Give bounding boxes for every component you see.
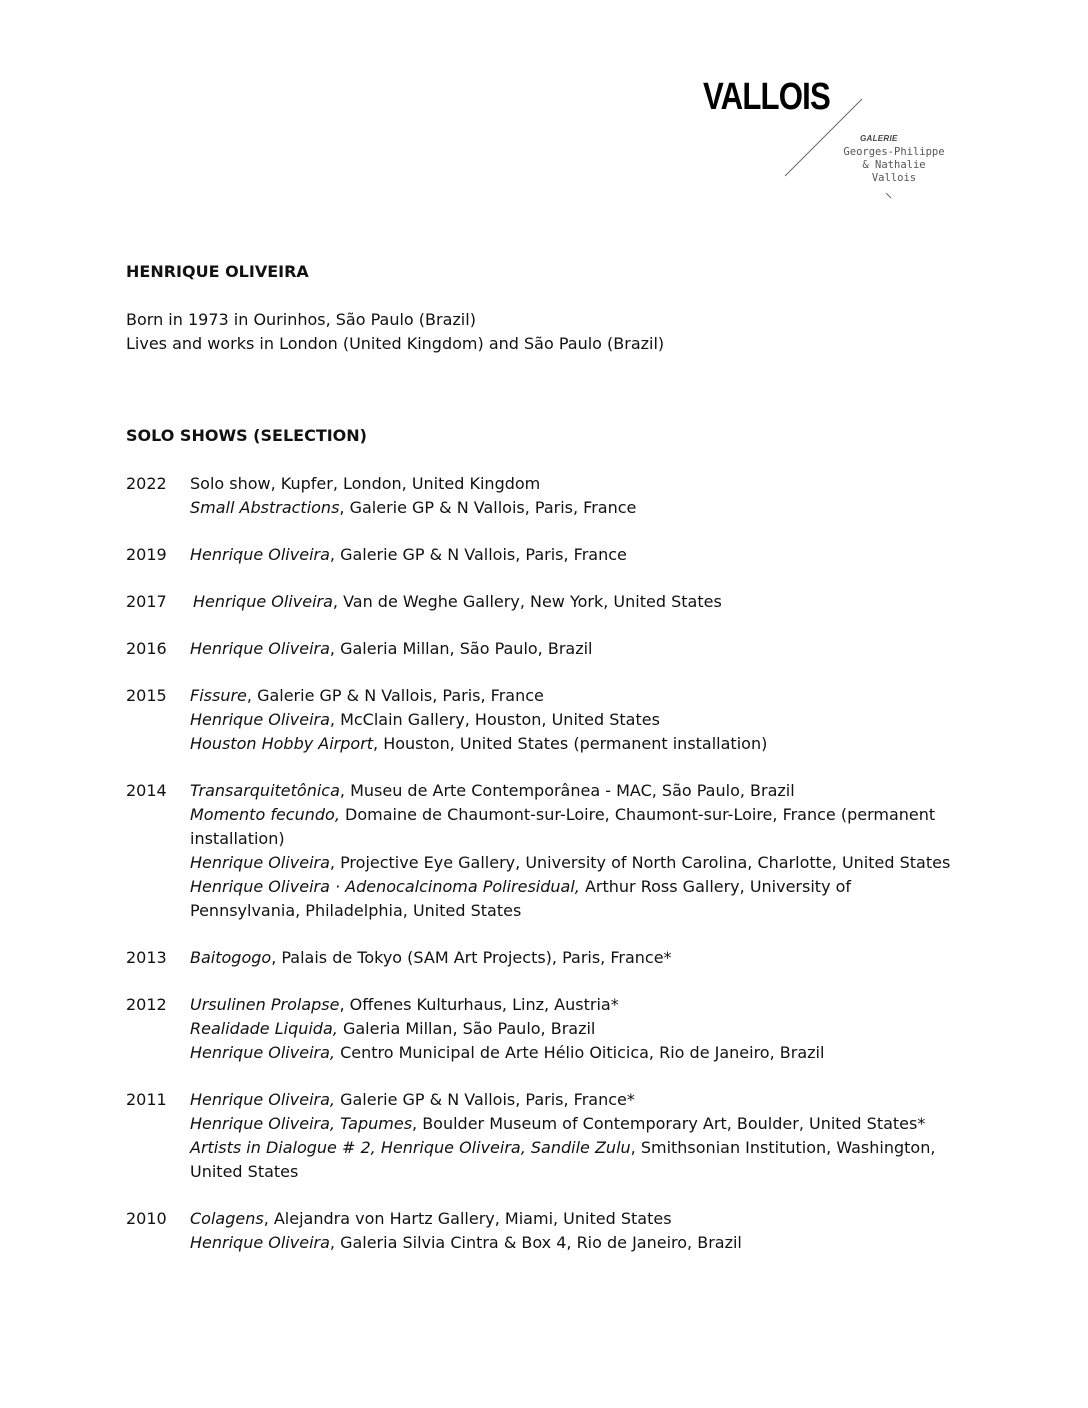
year-label: 2012 [126, 995, 167, 1014]
show-entry [190, 1041, 966, 1065]
year-group [126, 1207, 966, 1255]
year-group [126, 946, 966, 970]
year-group [126, 684, 966, 756]
year-group [126, 993, 966, 1065]
show-details: , Offenes Kulturhaus, Linz, Austria* [339, 995, 619, 1014]
year-entries [190, 779, 966, 923]
show-entry [190, 946, 966, 970]
show-title: Henrique Oliveira [190, 1233, 330, 1252]
show-title: Houston Hobby Airport [190, 734, 374, 753]
logo-name-line: Georges-Philippe [843, 146, 945, 158]
year-label: 2015 [126, 686, 167, 705]
show-details: Galeria Millan, São Paulo, Brazil [337, 1019, 596, 1038]
year-entries [190, 993, 966, 1065]
year-group [126, 590, 966, 614]
year-group [126, 543, 966, 567]
show-title: Henrique Oliveira [190, 545, 330, 564]
year-entries [190, 590, 966, 614]
show-entry [190, 803, 966, 851]
show-title: Baitogogo [190, 948, 272, 967]
show-entry [190, 1231, 966, 1255]
show-title: Fissure [190, 686, 247, 705]
bio-line: Born in 1973 in Ourinhos, São Paulo (Brazil) [126, 310, 476, 329]
show-entry [190, 1088, 966, 1112]
show-title: Henrique Oliveira [190, 639, 330, 658]
year-label: 2013 [126, 948, 167, 967]
show-details: , Palais de Tokyo (SAM Art Projects), Paris, France* [271, 948, 672, 967]
show-title: Henrique Oliveira, [190, 1090, 335, 1109]
year-label: 2016 [126, 639, 167, 658]
show-entry [190, 851, 966, 875]
show-details: , Galerie GP & N Vallois, Paris, France [246, 686, 544, 705]
show-details: , Galeria Silvia Cintra & Box 4, Rio de Janeiro, Brazil [329, 1233, 742, 1252]
show-details: Domaine de Chaumont-sur-Loire, Chaumont-sur-Loire, France (permanent installation) [190, 805, 936, 848]
show-title: Henrique Oliveira [190, 853, 330, 872]
year-entries [190, 472, 966, 520]
year-label: 2010 [126, 1209, 167, 1228]
year-entries [190, 543, 966, 567]
show-title: Henrique Oliveira [190, 710, 330, 729]
show-title: Small Abstractions [190, 498, 340, 517]
show-details: , Alejandra von Hartz Gallery, Miami, United States [263, 1209, 672, 1228]
artist-bio [126, 308, 966, 356]
show-entry [190, 543, 966, 567]
show-title: Henrique Oliveira · Adenocalcinoma Poliresidual, [190, 877, 580, 896]
show-details: , Galerie GP & N Vallois, Paris, France [329, 545, 627, 564]
show-title: Colagens [190, 1209, 264, 1228]
show-details: , Houston, United States (permanent installation) [373, 734, 768, 753]
year-group [126, 637, 966, 661]
year-entries [190, 637, 966, 661]
logo-galerie-label: GALERIE [860, 134, 898, 143]
show-details: Centro Municipal de Arte Hélio Oiticica, Rio de Janeiro, Brazil [334, 1043, 825, 1062]
year-group [126, 1088, 966, 1184]
year-entries [190, 946, 966, 970]
show-entry [190, 472, 966, 496]
logo-names [836, 146, 952, 185]
show-title: Transarquitetônica [190, 781, 340, 800]
section-title: SOLO SHOWS (SELECTION) [126, 426, 367, 445]
show-details: , Museu de Arte Contemporânea - MAC, São Paulo, Brazil [339, 781, 795, 800]
logo-name-line: Vallois [871, 172, 917, 184]
show-details: Solo show, Kupfer, London, United Kingdom [190, 474, 541, 493]
logo-wordmark: VALLOIS [703, 76, 830, 118]
show-entry [190, 1017, 966, 1041]
show-entry [190, 779, 966, 803]
show-title: Henrique Oliveira, [190, 1043, 335, 1062]
artist-name: HENRIQUE OLIVEIRA [126, 262, 309, 281]
show-entry [193, 590, 966, 614]
show-entry [190, 637, 966, 661]
year-label: 2014 [126, 781, 167, 800]
show-entry [190, 732, 966, 756]
show-entry [190, 684, 966, 708]
show-details: , Boulder Museum of Contemporary Art, Boulder, United States* [412, 1114, 926, 1133]
show-details: , Van de Weghe Gallery, New York, United States [332, 592, 722, 611]
show-entry [190, 1136, 966, 1184]
logo-name-line: & Nathalie [862, 159, 926, 171]
show-details: , Galerie GP & N Vallois, Paris, France [339, 498, 637, 517]
year-entries [190, 1088, 966, 1184]
gallery-logo [0, 0, 1088, 220]
year-label: 2019 [126, 545, 167, 564]
year-entries [190, 1207, 966, 1255]
show-entry [190, 1207, 966, 1231]
show-entry [190, 993, 966, 1017]
show-details: Arthur Ross Gallery, University of Pennsylvania, Philadelphia, United States [190, 877, 852, 920]
show-details: Galerie GP & N Vallois, Paris, France* [334, 1090, 635, 1109]
show-entry [190, 1112, 966, 1136]
year-group [126, 779, 966, 923]
show-details: , Smithsonian Institution, Washington, United States [190, 1138, 936, 1181]
show-title: Henrique Oliveira [193, 592, 333, 611]
solo-shows-list [126, 472, 966, 1278]
show-title: Ursulinen Prolapse [190, 995, 340, 1014]
show-title: Momento fecundo, [190, 805, 340, 824]
show-details: , McClain Gallery, Houston, United States [329, 710, 660, 729]
show-entry [190, 708, 966, 732]
artist-header [126, 262, 966, 356]
year-group [126, 472, 966, 520]
show-title: Realidade Liquida, [190, 1019, 338, 1038]
year-entries [190, 684, 966, 756]
year-label: 2011 [126, 1090, 167, 1109]
show-entry [190, 875, 966, 923]
show-title: Henrique Oliveira, Tapumes [190, 1114, 413, 1133]
bio-line: Lives and works in London (United Kingdom) and São Paulo (Brazil) [126, 334, 665, 353]
show-details: , Projective Eye Gallery, University of North Carolina, Charlotte, United States [329, 853, 951, 872]
year-label: 2022 [126, 474, 167, 493]
show-details: , Galeria Millan, São Paulo, Brazil [329, 639, 593, 658]
year-label: 2017 [126, 592, 167, 611]
show-entry [190, 496, 966, 520]
show-title: Artists in Dialogue # 2, Henrique Oliveira, Sandile Zulu [190, 1138, 631, 1157]
logo-slash-line [0, 0, 1088, 220]
